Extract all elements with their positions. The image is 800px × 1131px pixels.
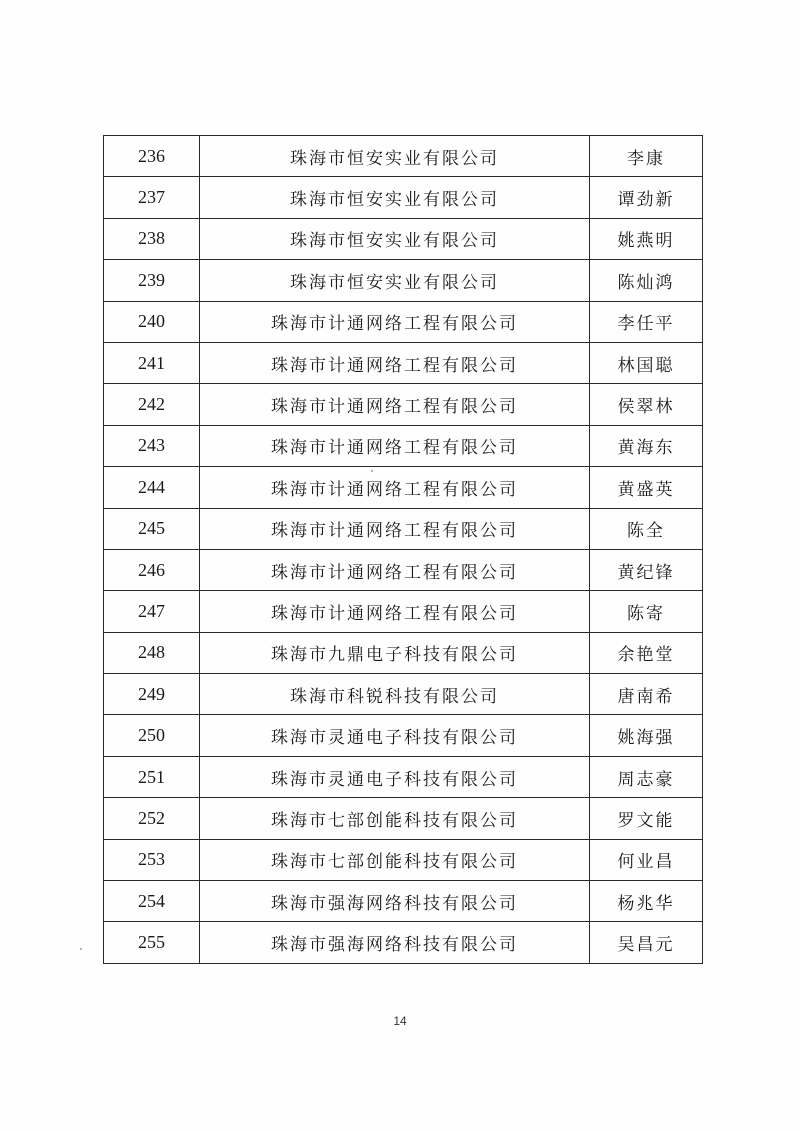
- person-name-cell: 黄盛英: [590, 467, 703, 508]
- person-name-cell: 姚海强: [590, 715, 703, 756]
- company-name-cell: 珠海市计通网络工程有限公司: [200, 384, 590, 425]
- company-name-cell: 珠海市强海网络科技有限公司: [200, 881, 590, 922]
- company-name-cell: 珠海市恒安实业有限公司: [200, 218, 590, 259]
- company-name-cell: 珠海市七部创能科技有限公司: [200, 798, 590, 839]
- row-number-cell: 239: [104, 260, 200, 301]
- row-number-cell: 242: [104, 384, 200, 425]
- person-name-cell: 陈寄: [590, 591, 703, 632]
- scan-speck: [371, 470, 373, 472]
- row-number-cell: 245: [104, 508, 200, 549]
- table-row: [104, 342, 703, 383]
- table-row: [104, 632, 703, 673]
- company-name-cell: 珠海市计通网络工程有限公司: [200, 342, 590, 383]
- company-name-cell: 珠海市恒安实业有限公司: [200, 177, 590, 218]
- table-row: [104, 425, 703, 466]
- person-name-cell: 周志豪: [590, 756, 703, 797]
- table-row: [104, 260, 703, 301]
- row-number-cell: 246: [104, 549, 200, 590]
- company-name-cell: 珠海市计通网络工程有限公司: [200, 467, 590, 508]
- person-name-cell: 何业昌: [590, 839, 703, 880]
- company-name-cell: 珠海市强海网络科技有限公司: [200, 922, 590, 963]
- roster-table-body: [104, 136, 703, 964]
- company-name-cell: 珠海市灵通电子科技有限公司: [200, 756, 590, 797]
- table-row: [104, 467, 703, 508]
- row-number-cell: 253: [104, 839, 200, 880]
- table-row: [104, 715, 703, 756]
- row-number-cell: 247: [104, 591, 200, 632]
- person-name-cell: 杨兆华: [590, 881, 703, 922]
- table-row: [104, 177, 703, 218]
- row-number-cell: 248: [104, 632, 200, 673]
- person-name-cell: 黄纪锋: [590, 549, 703, 590]
- table-row: [104, 549, 703, 590]
- person-name-cell: 余艳堂: [590, 632, 703, 673]
- company-name-cell: 珠海市计通网络工程有限公司: [200, 425, 590, 466]
- page-number: 14: [393, 1014, 407, 1028]
- company-name-cell: 珠海市灵通电子科技有限公司: [200, 715, 590, 756]
- company-name-cell: 珠海市计通网络工程有限公司: [200, 591, 590, 632]
- person-name-cell: 陈全: [590, 508, 703, 549]
- company-name-cell: 珠海市计通网络工程有限公司: [200, 549, 590, 590]
- table-row: [104, 508, 703, 549]
- company-name-cell: 珠海市恒安实业有限公司: [200, 260, 590, 301]
- row-number-cell: 254: [104, 881, 200, 922]
- company-name-cell: 珠海市九鼎电子科技有限公司: [200, 632, 590, 673]
- company-name-cell: 珠海市计通网络工程有限公司: [200, 301, 590, 342]
- table-row: [104, 218, 703, 259]
- row-number-cell: 238: [104, 218, 200, 259]
- person-name-cell: 姚燕明: [590, 218, 703, 259]
- company-name-cell: 珠海市计通网络工程有限公司: [200, 508, 590, 549]
- person-name-cell: 林国聪: [590, 342, 703, 383]
- person-name-cell: 侯翠林: [590, 384, 703, 425]
- person-name-cell: 吴昌元: [590, 922, 703, 963]
- person-name-cell: 唐南希: [590, 674, 703, 715]
- table-row: [104, 384, 703, 425]
- row-number-cell: 249: [104, 674, 200, 715]
- row-number-cell: 251: [104, 756, 200, 797]
- row-number-cell: 241: [104, 342, 200, 383]
- roster-table: [103, 135, 703, 964]
- company-name-cell: 珠海市恒安实业有限公司: [200, 136, 590, 177]
- row-number-cell: 236: [104, 136, 200, 177]
- row-number-cell: 244: [104, 467, 200, 508]
- company-name-cell: 珠海市七部创能科技有限公司: [200, 839, 590, 880]
- table-row: [104, 756, 703, 797]
- row-number-cell: 250: [104, 715, 200, 756]
- table-row: [104, 881, 703, 922]
- row-number-cell: 255: [104, 922, 200, 963]
- scan-speck: [80, 948, 82, 950]
- person-name-cell: 黄海东: [590, 425, 703, 466]
- row-number-cell: 252: [104, 798, 200, 839]
- person-name-cell: 谭劲新: [590, 177, 703, 218]
- table-row: [104, 839, 703, 880]
- person-name-cell: 陈灿鸿: [590, 260, 703, 301]
- row-number-cell: 240: [104, 301, 200, 342]
- table-row: [104, 798, 703, 839]
- table-row: [104, 301, 703, 342]
- table-row: [104, 136, 703, 177]
- table-row: [104, 922, 703, 963]
- row-number-cell: 237: [104, 177, 200, 218]
- row-number-cell: 243: [104, 425, 200, 466]
- person-name-cell: 李任平: [590, 301, 703, 342]
- person-name-cell: 罗文能: [590, 798, 703, 839]
- company-name-cell: 珠海市科锐科技有限公司: [200, 674, 590, 715]
- person-name-cell: 李康: [590, 136, 703, 177]
- table-row: [104, 674, 703, 715]
- table-row: [104, 591, 703, 632]
